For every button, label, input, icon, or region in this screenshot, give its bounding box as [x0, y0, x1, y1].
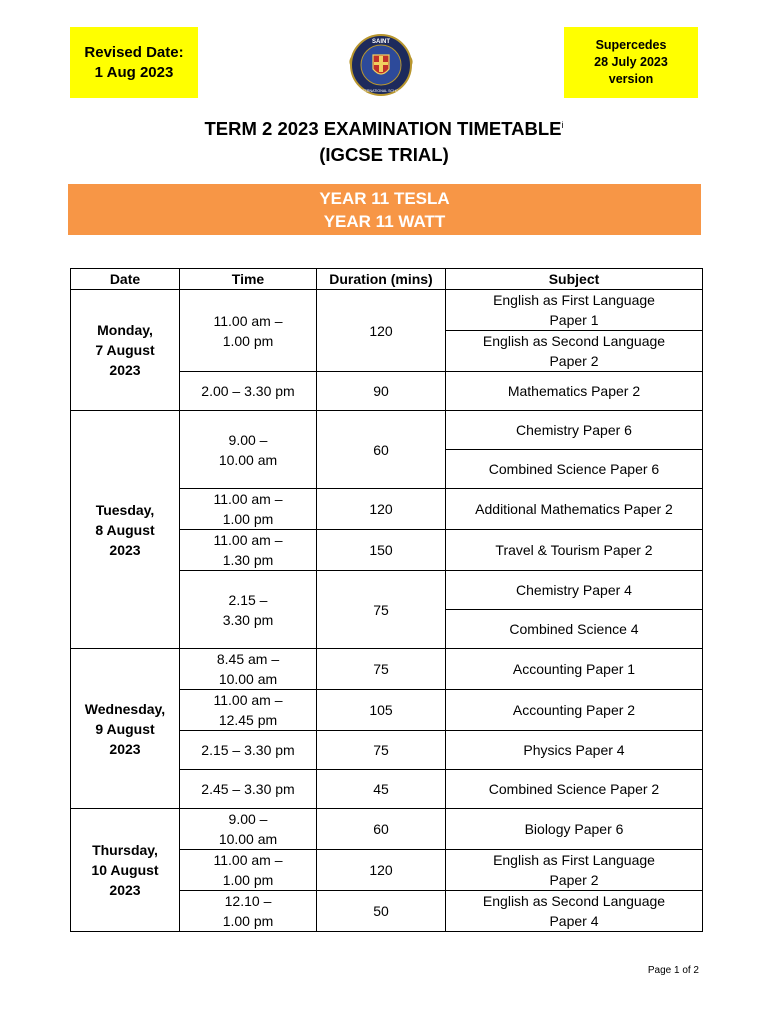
time-line: 1.00 pm — [222, 872, 274, 888]
subject-cell — [446, 489, 703, 530]
supercedes-box — [564, 27, 698, 98]
date-line: Thursday, — [92, 842, 158, 858]
duration-cell: 90 — [317, 372, 446, 411]
revised-date-label: Revised Date: — [84, 43, 184, 61]
subject-cell — [446, 850, 703, 891]
time-line: 10.00 am — [218, 451, 278, 468]
table-row — [71, 411, 703, 450]
time-cell — [180, 649, 317, 690]
subject-line: English as First Language — [493, 852, 655, 868]
date-line: 9 August — [95, 720, 155, 737]
table-header-row — [71, 269, 703, 290]
date-line: 2023 — [109, 882, 141, 898]
time-line: 1.00 pm — [222, 332, 274, 349]
time-cell — [180, 850, 317, 891]
subject-line: Chemistry Paper 4 — [516, 582, 632, 598]
time-line: 1.00 pm — [222, 511, 274, 527]
time-cell — [180, 530, 317, 571]
duration-cell: 150 — [317, 530, 446, 571]
subject-cell — [446, 290, 703, 331]
date-line: 8 August — [95, 521, 155, 538]
title-text: TERM 2 2023 EXAMINATION TIMETABLE — [204, 118, 562, 139]
exam-timetable — [70, 268, 703, 932]
subject-line: English as Second Language — [482, 893, 666, 909]
duration-cell: 105 — [317, 690, 446, 731]
duration-cell: 75 — [317, 649, 446, 690]
time-line: 11.00 am – — [213, 312, 283, 329]
time-cell — [180, 372, 317, 411]
time-line: 12.45 pm — [218, 712, 278, 728]
class-banner — [68, 184, 701, 235]
time-cell — [180, 731, 317, 770]
date-line: 2023 — [109, 541, 141, 558]
duration-cell: 45 — [317, 770, 446, 809]
time-line: 10.00 am — [218, 831, 278, 847]
revised-date-value: 1 Aug 2023 — [94, 63, 174, 81]
duration-cell: 120 — [317, 489, 446, 530]
time-cell — [180, 571, 317, 649]
subject-cell — [446, 372, 703, 411]
subject-cell — [446, 891, 703, 932]
timetable-body — [71, 290, 703, 932]
time-line: 9.00 – — [228, 431, 268, 448]
subject-line: English as First Language — [493, 292, 655, 308]
duration-cell: 120 — [317, 850, 446, 891]
page-number: Page 1 of 2 — [647, 965, 699, 976]
time-line: 8.45 am – — [216, 651, 280, 667]
time-line: 2.15 – 3.30 pm — [201, 742, 295, 758]
date-cell — [71, 290, 180, 411]
time-line: 2.15 – — [228, 591, 268, 608]
duration-cell: 75 — [317, 571, 446, 649]
banner-line-watt: YEAR 11 WATT — [323, 211, 446, 231]
subject-line: Paper 4 — [549, 913, 599, 929]
subject-cell — [446, 770, 703, 809]
subject-line: Combined Science Paper 2 — [488, 781, 660, 797]
time-line: 11.00 am – — [213, 692, 283, 708]
time-line: 9.00 – — [228, 811, 268, 827]
header-subject: Subject — [446, 269, 703, 290]
page-subtitle: (IGCSE TRIAL) — [319, 144, 449, 165]
subject-cell — [446, 610, 703, 649]
school-logo — [345, 29, 417, 101]
subject-line: Accounting Paper 1 — [512, 661, 636, 677]
date-cell — [71, 809, 180, 932]
duration-cell: 75 — [317, 731, 446, 770]
subject-line: English as Second Language — [482, 333, 666, 349]
time-line: 11.00 am – — [213, 491, 283, 507]
time-line: 3.30 pm — [222, 611, 274, 628]
subject-line: Accounting Paper 2 — [512, 702, 636, 718]
time-cell — [180, 411, 317, 489]
subject-line: Combined Science Paper 6 — [488, 461, 660, 477]
header-duration: Duration (mins) — [317, 269, 446, 290]
subject-line: Additional Mathematics Paper 2 — [475, 501, 673, 517]
banner-line-tesla: YEAR 11 TESLA — [319, 188, 450, 208]
header-date: Date — [71, 269, 180, 290]
subject-cell — [446, 450, 703, 489]
svg-text:SAINT: SAINT — [372, 39, 390, 45]
table-row — [71, 649, 703, 690]
date-line: Tuesday, — [95, 501, 155, 518]
time-line: 1.30 pm — [222, 552, 274, 568]
supercedes-date: 28 July 2023 — [594, 55, 668, 69]
svg-text:INTERNATIONAL SCHOOL: INTERNATIONAL SCHOOL — [358, 89, 404, 93]
subject-cell — [446, 411, 703, 450]
date-line: 10 August — [91, 862, 159, 878]
page-title — [0, 118, 768, 140]
time-cell — [180, 489, 317, 530]
duration-cell: 120 — [317, 290, 446, 372]
subject-line: Paper 2 — [549, 872, 599, 888]
date-cell — [71, 411, 180, 649]
subject-line: Paper 2 — [549, 353, 599, 369]
subject-cell — [446, 571, 703, 610]
time-line: 12.10 – — [224, 893, 272, 909]
time-line: 2.45 – 3.30 pm — [201, 781, 295, 797]
date-line: 2023 — [109, 740, 141, 757]
time-line: 11.00 am – — [213, 852, 283, 868]
revised-date-box — [70, 27, 198, 98]
subject-line: Travel & Tourism Paper 2 — [495, 542, 653, 558]
date-line: Monday, — [97, 322, 153, 338]
header-time: Time — [180, 269, 317, 290]
time-line: 10.00 am — [218, 671, 278, 687]
duration-cell: 50 — [317, 891, 446, 932]
subject-cell — [446, 649, 703, 690]
date-line: 7 August — [95, 342, 155, 358]
subject-line: Combined Science 4 — [509, 621, 639, 637]
supercedes-version: version — [608, 72, 654, 86]
time-line: 11.00 am – — [213, 532, 283, 548]
date-line: 2023 — [109, 362, 141, 378]
time-cell — [180, 891, 317, 932]
subject-line: Biology Paper 6 — [524, 821, 624, 837]
subject-line: Physics Paper 4 — [523, 742, 625, 758]
subject-line: Paper 1 — [549, 312, 599, 328]
time-line: 1.00 pm — [222, 913, 274, 929]
date-cell — [71, 649, 180, 809]
subject-line: Chemistry Paper 6 — [516, 422, 632, 438]
time-cell — [180, 809, 317, 850]
time-line: 2.00 – 3.30 pm — [201, 383, 295, 399]
subject-cell — [446, 530, 703, 571]
table-row — [71, 290, 703, 331]
date-line: Wednesday, — [84, 700, 166, 717]
subject-cell — [446, 731, 703, 770]
supercedes-label: Supercedes — [595, 38, 667, 52]
subject-cell — [446, 690, 703, 731]
subject-cell — [446, 331, 703, 372]
time-cell — [180, 690, 317, 731]
duration-cell: 60 — [317, 411, 446, 489]
time-cell — [180, 290, 317, 372]
table-row — [71, 809, 703, 850]
subject-line: Mathematics Paper 2 — [507, 383, 641, 399]
title-footnote-marker: i — [561, 119, 564, 130]
duration-cell: 60 — [317, 809, 446, 850]
subject-cell — [446, 809, 703, 850]
time-cell — [180, 770, 317, 809]
